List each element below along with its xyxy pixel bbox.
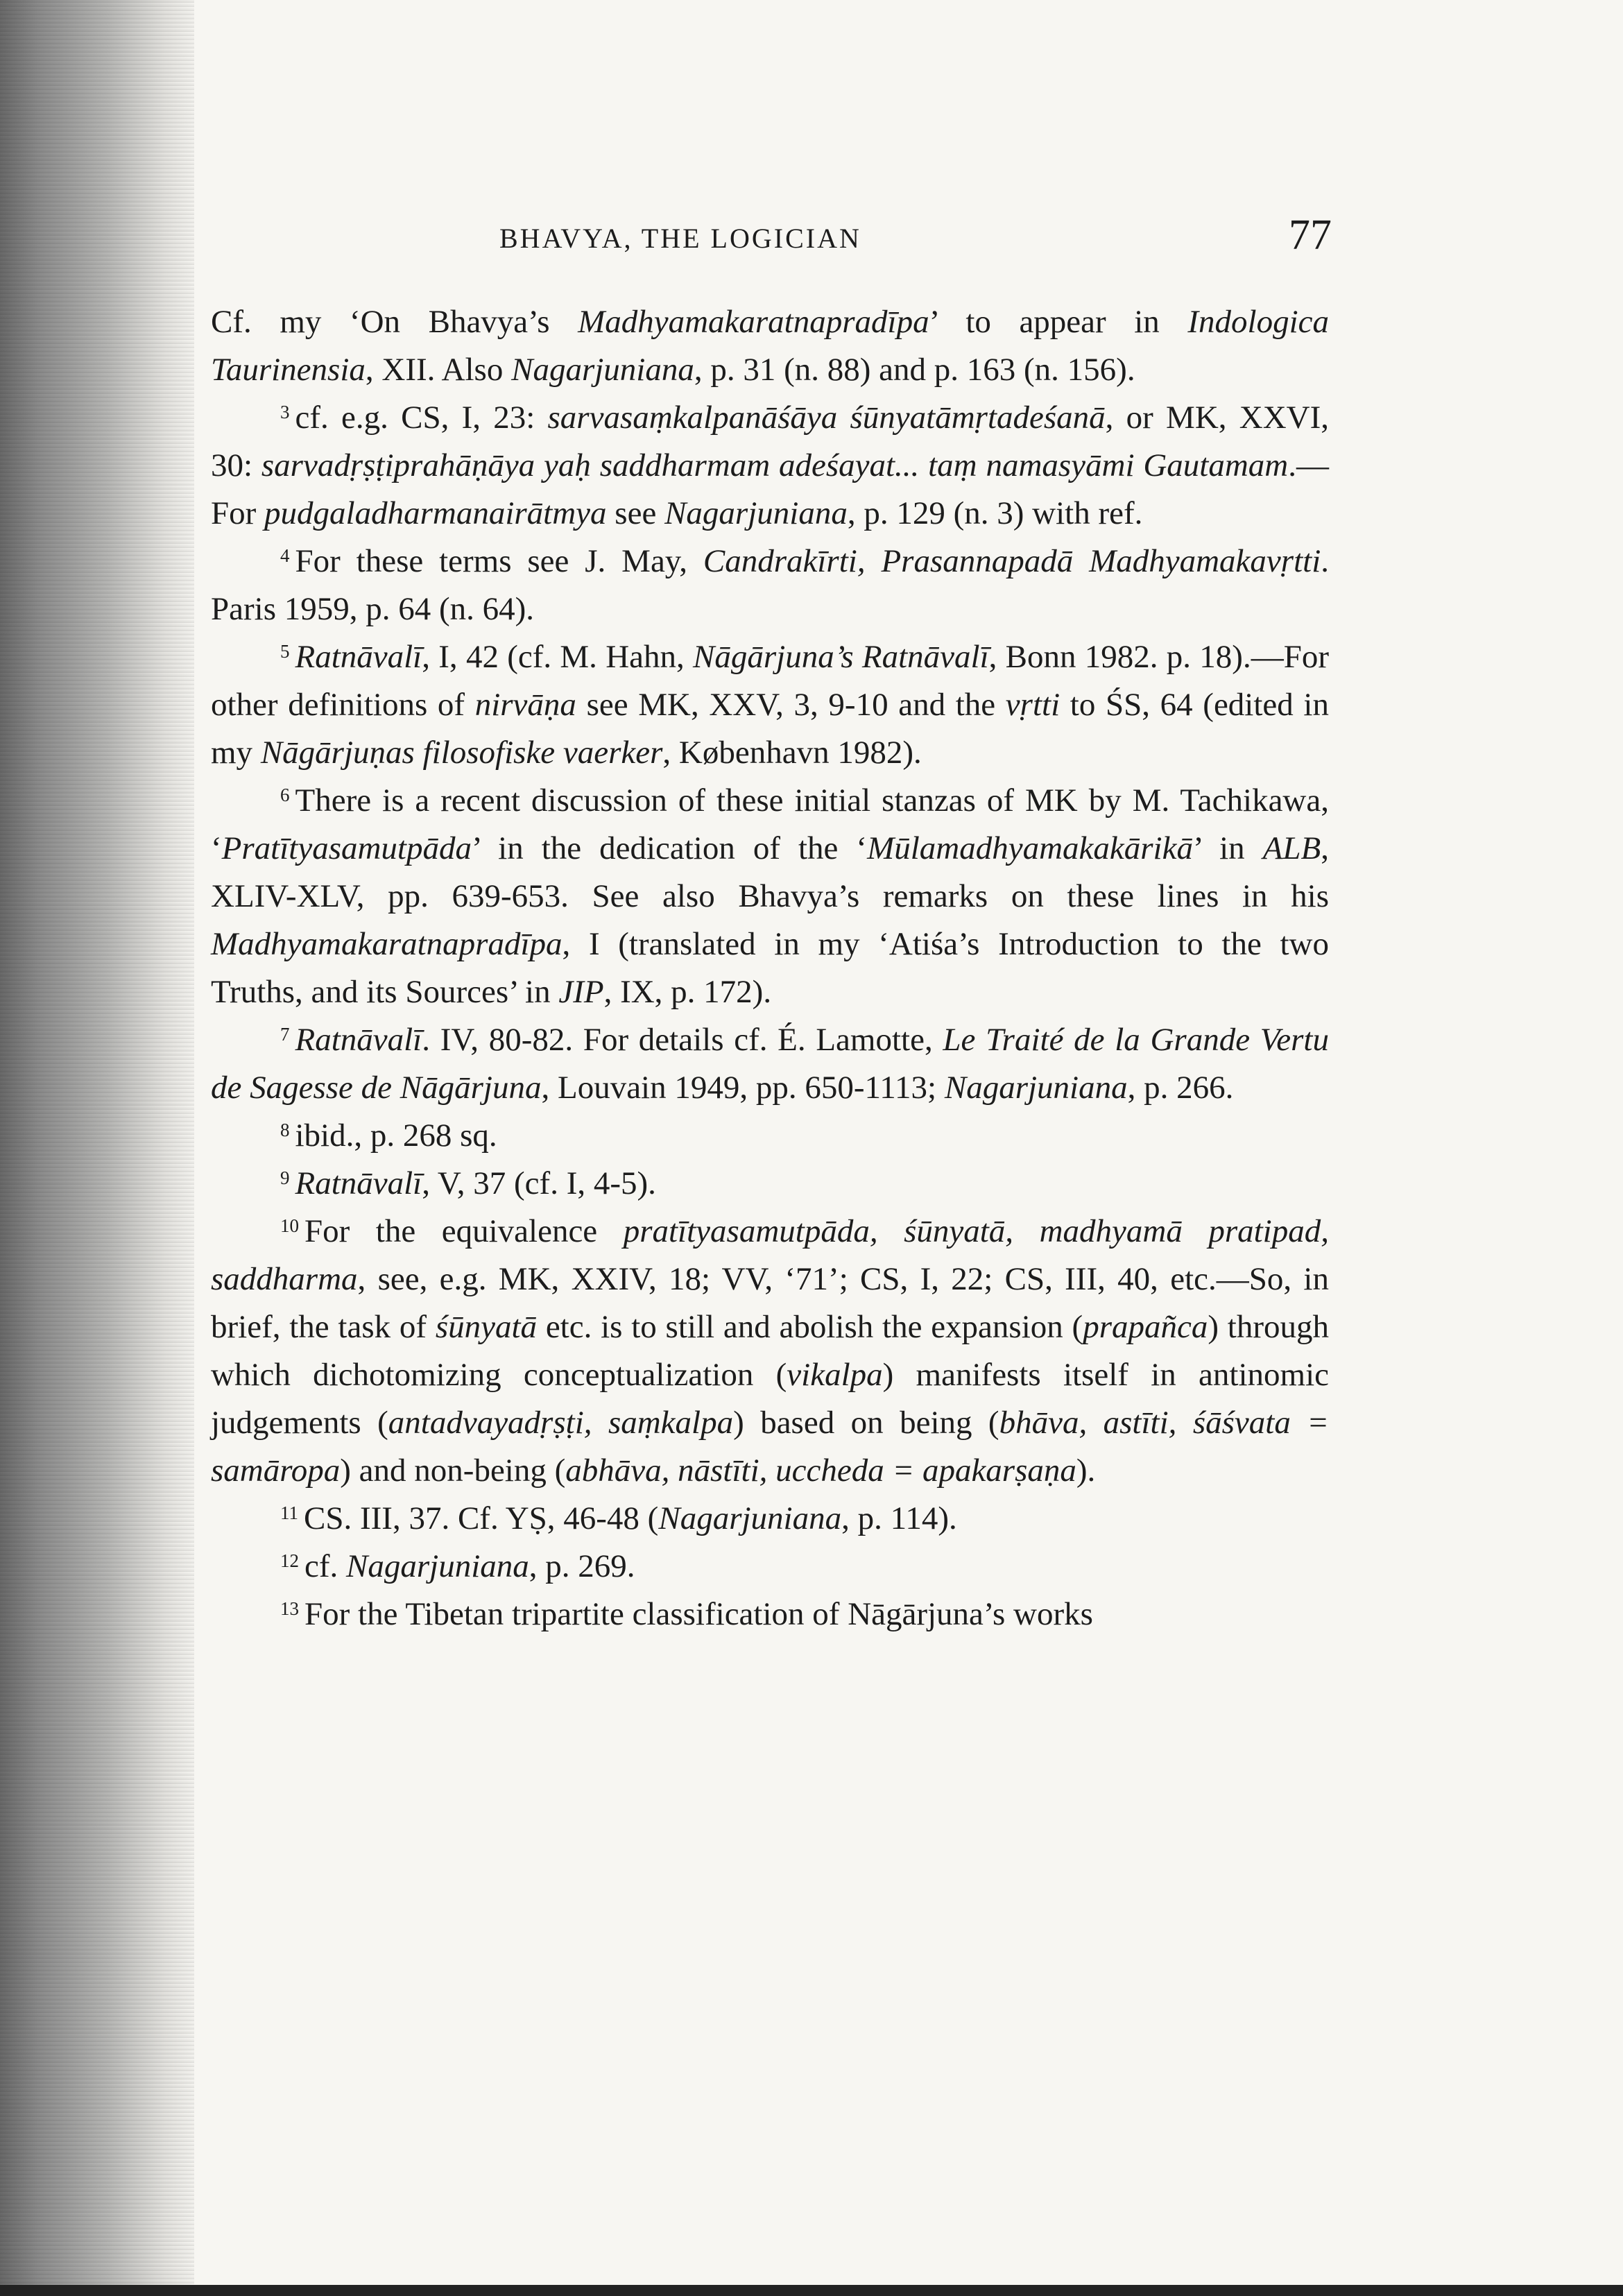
footnote-text: ) manifests itself in antinomic judgements ( [211, 1357, 1329, 1441]
footnote-italic-text: Nagarjuniana [944, 1070, 1128, 1106]
footnote-text: , p. 266. [1127, 1070, 1234, 1106]
footnote-number: 7 [280, 1024, 290, 1045]
footnote-text: For the Tibetan tripartite classification of Nāgārjuna’s works [304, 1596, 1093, 1632]
page-header [208, 208, 1332, 271]
footnote-italic-text: ALB [1262, 830, 1321, 866]
footnote-italic-text: Ratnāvalī [295, 1022, 422, 1058]
footnote-number: 6 [280, 785, 290, 805]
footnote-italic-text: Nāgārjuna’s Ratnāvalī [693, 639, 989, 675]
footnote [211, 1543, 1329, 1591]
footnote-text: ’ in the dedication of the ‘ [471, 830, 868, 866]
footnote-text: ) based on being ( [733, 1405, 999, 1441]
footnote-text: ). [1076, 1453, 1096, 1489]
footnote-text: , I (translated in my ‘Atiśa’s Introduction to the two Truths, and its Sources’ in [211, 926, 1329, 1010]
footnote [211, 1112, 1329, 1160]
footnote [211, 1160, 1329, 1208]
footnote-text: , I, 42 (cf. M. Hahn, [422, 639, 694, 675]
footnote-number: 3 [280, 402, 290, 422]
footnote-text: to ŚS, 64 (edited in my [211, 687, 1329, 771]
footnote-italic-text: antadvayadṛṣṭi, saṃkalpa [388, 1405, 734, 1441]
footnote-text: , p. 114). [841, 1500, 957, 1536]
footnote [211, 777, 1329, 1016]
footnote-text: . Paris 1959, p. 64 (n. 64). [211, 543, 1329, 627]
footnote-text: Cf. my ‘On Bhavya’s [211, 304, 578, 340]
footnote-italic-text: vikalpa [787, 1357, 883, 1393]
footnote-number: 8 [280, 1120, 290, 1140]
footnote-text: , p. 31 (n. 88) and p. 163 (n. 156). [694, 352, 1135, 388]
footnote-text: , IX, p. 172). [603, 974, 772, 1010]
scan-bottom-edge [0, 2285, 1623, 2296]
footnote-italic-text: Nagarjuniana [511, 352, 694, 388]
footnote [211, 298, 1329, 394]
footnote-text: . IV, 80-82. For details cf. É. Lamotte, [422, 1022, 943, 1058]
footnote-text: , Bonn 1982. p. 18).—For other definitions of [211, 639, 1329, 723]
footnote-italic-text: Pratītyasamutpāda [221, 830, 472, 866]
running-title: BHAVYA, THE LOGICIAN [499, 223, 861, 254]
footnote [211, 1016, 1329, 1112]
footnote-italic-text: JIP [558, 974, 604, 1010]
footnote-text: For these terms see J. May, [295, 543, 703, 579]
footnote-italic-text: prapañca [1083, 1309, 1208, 1345]
footnote-text: CS. III, 37. Cf. YṢ, 46-48 ( [304, 1500, 659, 1536]
footnote-text: For the equivalence [304, 1213, 624, 1249]
footnote-italic-text: Indologica Taurinensia [211, 304, 1329, 388]
footnote-number: 4 [280, 545, 290, 566]
footnote-italic-text: Ratnāvalī [295, 639, 422, 675]
page-number: 77 [1289, 212, 1332, 259]
footnote-italic-text: sarvasaṃkalpanāśāya śūnyatāmṛtadeśanā [547, 400, 1106, 436]
footnote [211, 394, 1329, 538]
footnote-italic-text: Mūlamadhyamakakārikā [867, 830, 1193, 866]
footnote-italic-text: abhāva, nāstīti, uccheda = apakarṣaṇa [565, 1453, 1076, 1489]
footnote-italic-text: pudgaladharmanairātmya [264, 495, 607, 531]
footnote-number: 9 [280, 1167, 290, 1188]
footnote-italic-text: nirvāṇa [474, 687, 576, 723]
footnote-text: ’ to appear in [929, 304, 1188, 340]
footnote-text: , p. 269. [529, 1548, 635, 1584]
footnote-text: cf. e.g. CS, I, 23: [295, 400, 548, 436]
footnote-text: ) and non-being ( [340, 1453, 566, 1489]
footnote-text: ’ in [1192, 830, 1263, 866]
footnote-italic-text: Le Traité de la Grande Vertu de Sagesse de Nāgārjuna [211, 1022, 1329, 1106]
footnote [211, 538, 1329, 633]
footnote-italic-text: Nagarjuniana [664, 495, 848, 531]
footnote-italic-text: Nāgārjuṇas filosofiske vaerker [260, 735, 663, 771]
footnote-text: , see, e.g. MK, XXIV, 18; VV, ‘71’; CS, I, 22; CS, III, 40, etc.—So, in brief, the task of [211, 1261, 1329, 1345]
footnote-text: , V, 37 (cf. I, 4-5). [422, 1165, 656, 1201]
footnote-italic-text: pratītyasamutpāda, śūnyatā, madhyamā pratipad, saddharma [211, 1213, 1329, 1297]
footnote [211, 633, 1329, 777]
footnote-text: , XLIV-XLV, pp. 639-653. See also Bhavya’s remarks on these lines in his [211, 830, 1329, 914]
footnote [211, 1495, 1329, 1543]
footnote-italic-text: Madhyamakaratnapradīpa [578, 304, 929, 340]
footnotes-block [211, 298, 1329, 1638]
footnote-text: , XII. Also [365, 352, 512, 388]
footnote-text: see MK, XXV, 3, 9-10 and the [576, 687, 1006, 723]
footnote-italic-text: bhāva, astīti, śāśvata = samāropa [211, 1405, 1330, 1489]
footnote-text: ) through which dichotomizing conceptualization ( [211, 1309, 1329, 1393]
footnote-text: see [606, 495, 665, 531]
footnote [211, 1591, 1329, 1638]
footnote-italic-text: Madhyamakaratnapradīpa [211, 926, 563, 962]
footnote-number: 10 [280, 1215, 299, 1236]
footnote-number: 13 [280, 1598, 299, 1619]
footnote-italic-text: Nagarjuniana [658, 1500, 842, 1536]
footnote-text: , or MK, XXVI, 30: [211, 400, 1329, 483]
book-binding-shadow [0, 0, 194, 2296]
footnote-number: 5 [280, 641, 290, 662]
footnote-italic-text: Candrakīrti, Prasannapadā Madhyamakavṛtti [703, 543, 1321, 579]
footnote-number: 11 [280, 1502, 298, 1523]
footnote-text: , Louvain 1949, pp. 650-1113; [541, 1070, 945, 1106]
footnote-italic-text: sarvadṛṣṭiprahāṇāya yaḥ saddharmam adeśayat... taṃ namasyāmi Gautamam [261, 447, 1289, 483]
footnote-text: cf. [304, 1548, 347, 1584]
footnote-text: , p. 129 (n. 3) with ref. [847, 495, 1143, 531]
footnote-italic-text: vṛtti [1005, 687, 1060, 723]
footnote-italic-text: Nagarjuniana [346, 1548, 529, 1584]
footnote-italic-text: Ratnāvalī [295, 1165, 422, 1201]
footnote-italic-text: śūnyatā [435, 1309, 538, 1345]
footnote-text: ibid., p. 268 sq. [295, 1117, 497, 1154]
footnote-text: etc. is to still and abolish the expansion ( [537, 1309, 1083, 1345]
footnote-text: .—For [211, 447, 1329, 531]
footnote-text: , København 1982). [662, 735, 922, 771]
footnote [211, 1208, 1329, 1495]
footnote-number: 12 [280, 1550, 299, 1571]
footnote-text: There is a recent discussion of these initial stanzas of MK by M. Tachikawa, ‘ [211, 782, 1329, 866]
